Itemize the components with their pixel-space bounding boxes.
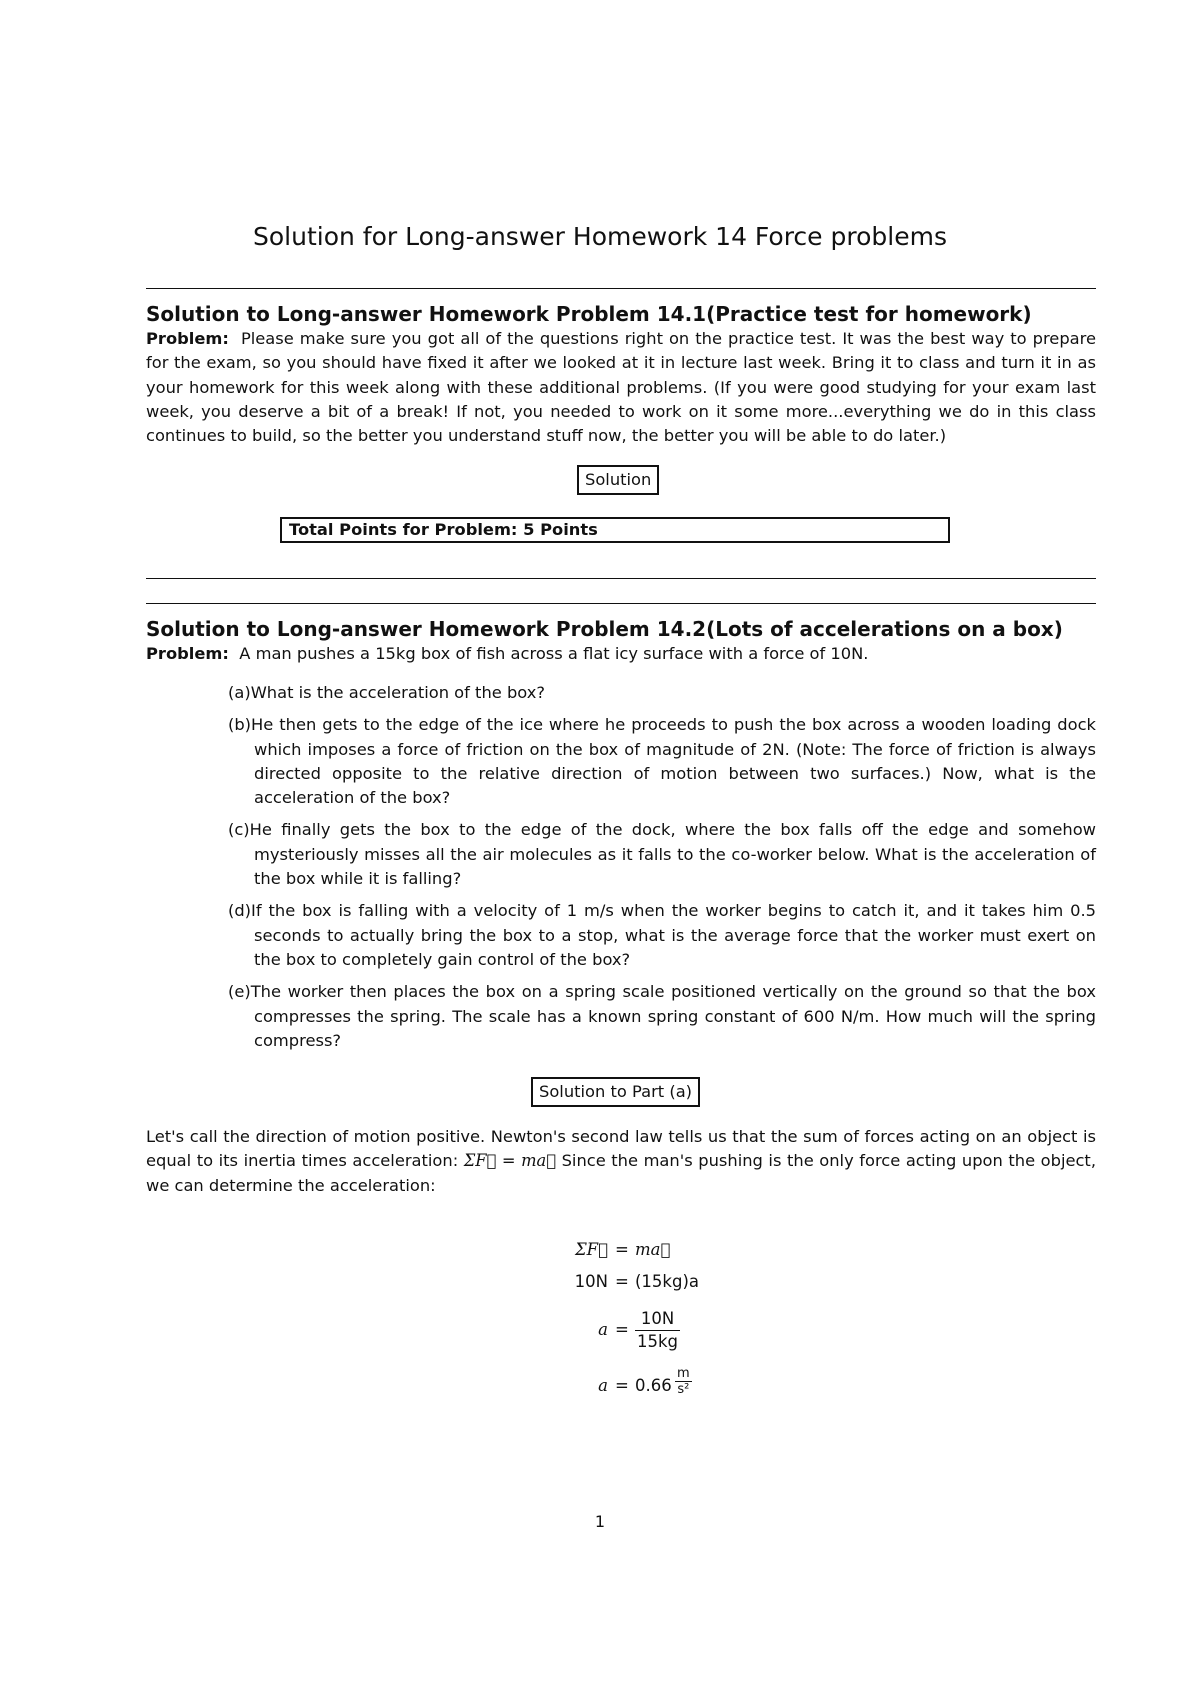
- section-divider: [146, 578, 1096, 579]
- equation-lhs: 10N: [574, 1272, 608, 1291]
- fraction-numerator: 10N: [635, 1308, 680, 1331]
- equation-row: [440, 1272, 840, 1302]
- unit-numerator: m: [677, 1366, 690, 1381]
- page-title: Solution for Long-answer Homework 14 Force problems: [253, 222, 947, 251]
- problem-14-1-statement: [146, 327, 1096, 448]
- unit-fraction: [675, 1366, 692, 1397]
- fraction-denominator: 15kg: [637, 1332, 679, 1351]
- problem-parts-list: [228, 681, 1096, 1061]
- equation-lhs: ΣF⃗: [574, 1240, 608, 1259]
- equals-sign: =: [615, 1240, 629, 1259]
- solution-part-a-box: Solution to Part (a): [531, 1077, 700, 1107]
- equation-row: [440, 1240, 840, 1270]
- part-label: (d): [228, 901, 252, 921]
- equation-rhs: (15kg)a: [635, 1272, 700, 1291]
- solution-box: Solution: [577, 465, 659, 495]
- list-item: [228, 818, 1096, 891]
- equation-lhs: a: [598, 1376, 608, 1395]
- unit-denominator: s²: [677, 1382, 690, 1397]
- solution-explanation: [146, 1125, 1096, 1198]
- problem-14-2-heading: Solution to Long-answer Homework Problem 14.2(Lots of accelerations on a box): [146, 617, 1063, 641]
- part-text: He finally gets the box to the edge of the dock, where the box falls off the edge and somehow mysteriously misses all the air molecules as it falls to the co-worker below. What is the acceleration of the box while it is falling?: [249, 820, 1096, 889]
- inline-formula-rhs: ma⃗: [521, 1151, 557, 1171]
- problem-text: Please make sure you got all of the questions right on the practice test. It was the best way to prepare for the exam, so you should have fixed it after we looked at it in lecture last week. Bring it to class and turn it in as your homework for this week along with these additional problems. (If you were good studying for your exam last week, you deserve a bit of a break! If not, you needed to work on it some more...everything we do in this class continues to build, so the better you understand stuff now, the better you will be able to do later.): [146, 329, 1096, 446]
- inline-formula-equals: =: [496, 1151, 522, 1171]
- equation-row: [440, 1366, 840, 1406]
- problem-14-2-statement: [146, 642, 1096, 666]
- problem-14-1-heading: Solution to Long-answer Homework Problem 14.1(Practice test for homework): [146, 302, 1032, 326]
- page-number: 1: [594, 1512, 606, 1531]
- equation-value: 0.66: [635, 1376, 672, 1395]
- list-item: [228, 681, 1096, 705]
- problem-label: Problem:: [146, 644, 229, 663]
- section-divider: [146, 288, 1096, 289]
- fraction: [635, 1308, 680, 1353]
- list-item: [228, 713, 1096, 810]
- problem-text: A man pushes a 15kg box of fish across a flat icy surface with a force of 10N.: [239, 644, 869, 663]
- part-label: (a): [228, 683, 251, 702]
- equation-rhs: ma⃗: [635, 1240, 671, 1259]
- part-label: (e): [228, 982, 251, 1002]
- equals-sign: =: [615, 1272, 629, 1291]
- equals-sign: =: [615, 1376, 629, 1395]
- part-text: What is the acceleration of the box?: [250, 683, 546, 702]
- solution-text-2: Since the man's pushing is the only force acting upon the object, we can determine the acceleration:: [146, 1151, 1096, 1195]
- inline-formula-lhs: ΣF⃗: [463, 1151, 497, 1171]
- part-text: The worker then places the box on a spring scale positioned vertically on the ground so that the box compresses the spring. The scale has a known spring constant of 600 N/m. How much will the spring compress?: [250, 982, 1096, 1050]
- problem-label: Problem:: [146, 329, 229, 348]
- list-item: [228, 899, 1096, 972]
- part-label: (c): [228, 820, 250, 840]
- list-item: [228, 980, 1096, 1053]
- part-label: (b): [228, 715, 252, 735]
- part-text: If the box is falling with a velocity of 1 m/s when the worker begins to catch it, and it takes him 0.5 seconds to actually bring the box to a stop, what is the average force that the worker must exert on the box to completely gain control of the box?: [251, 901, 1096, 969]
- equals-sign: =: [615, 1320, 629, 1339]
- section-divider: [146, 603, 1096, 604]
- equation-row: [440, 1308, 840, 1358]
- part-text: He then gets to the edge of the ice where he proceeds to push the box across a wooden loading dock which imposes a force of friction on the box of magnitude of 2N. (Note: The force of friction is always directed opposite to the relative direction of motion between two surfaces.) Now, what is the acceleration of the box?: [251, 715, 1096, 808]
- total-points-box: Total Points for Problem: 5 Points: [280, 517, 950, 543]
- solution-text-1: Let's call the direction of motion positive. Newton's second law tells us that the sum of forces acting on an object is equal to its inertia times acceleration:: [146, 1127, 1096, 1171]
- equation-lhs: a: [598, 1320, 608, 1339]
